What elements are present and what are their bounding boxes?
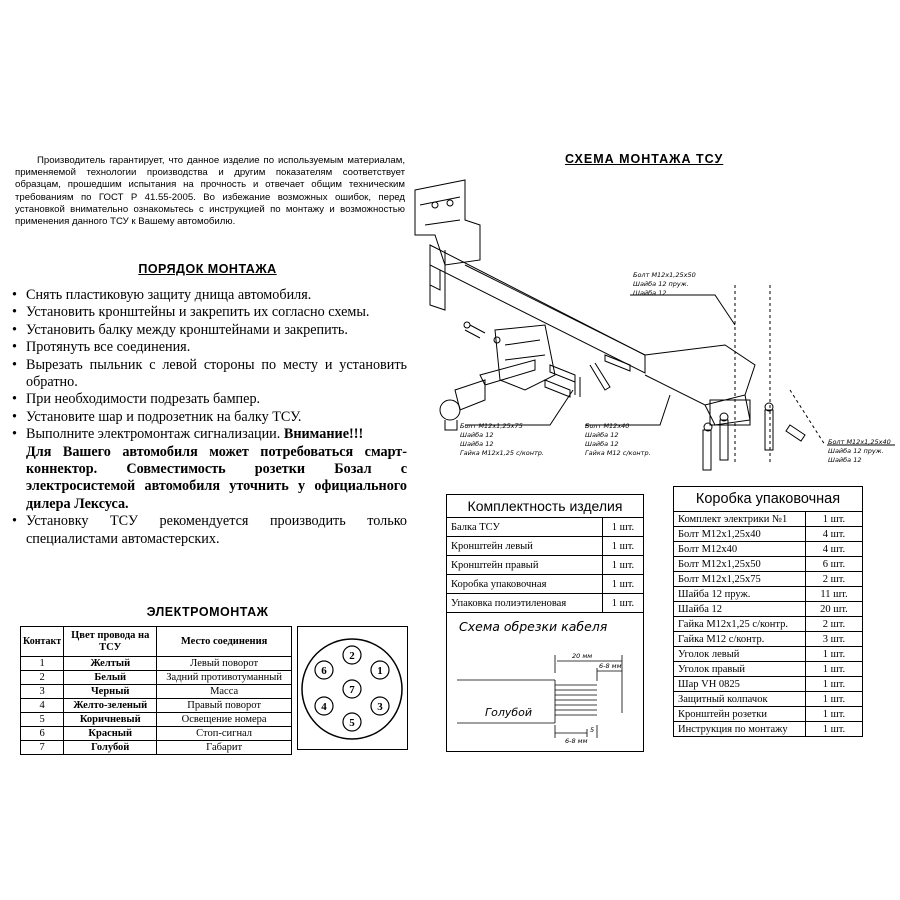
header-place: Место соединения xyxy=(157,627,292,657)
kit-title: Комплектность изделия xyxy=(446,494,644,517)
kit-item: Кронштейн правый xyxy=(447,556,603,575)
table-row xyxy=(447,594,644,613)
box-item: Болт М12х1,25х75 xyxy=(674,572,806,587)
scheme-label: Болт М12х40 xyxy=(585,422,630,430)
contact-number: 6 xyxy=(21,727,64,741)
cable-wire-label: Голубой xyxy=(485,706,533,719)
scheme-label: Гайка М12 с/контр. xyxy=(585,449,651,457)
connection-place: Освещение номера xyxy=(157,713,292,727)
wire-color: Желтый xyxy=(64,657,157,671)
warning-text xyxy=(10,444,407,514)
table-row xyxy=(674,512,863,527)
scheme-label: Шайба 12 xyxy=(585,440,619,448)
table-row xyxy=(447,518,644,537)
kit-table-block xyxy=(446,494,644,613)
box-item: Защитный колпачок xyxy=(674,692,806,707)
box-qty: 11 шт. xyxy=(806,587,863,602)
contact-number: 1 xyxy=(21,657,64,671)
contact-number: 2 xyxy=(21,671,64,685)
procedure-steps xyxy=(10,287,407,548)
wiring-table xyxy=(20,626,292,755)
table-row xyxy=(674,692,863,707)
cable-dim-total: 20 мм xyxy=(572,652,593,660)
step-item: • Установить балку между кронштейнами и закрепить. xyxy=(10,322,407,339)
step-item: • Снять пластиковую защиту днища автомобиля. xyxy=(10,287,407,304)
warning-lead: Внимание!!! xyxy=(283,426,364,443)
scheme-label: Гайка М12х1,25 с/контр. xyxy=(460,449,544,457)
step-item xyxy=(10,426,407,443)
kit-qty: 1 шт. xyxy=(603,575,644,594)
table-row xyxy=(21,727,292,741)
connection-place: Масса xyxy=(157,685,292,699)
scheme-label: Шайба 12 xyxy=(633,289,667,297)
box-item: Инструкция по монтажу xyxy=(674,722,806,737)
table-row xyxy=(674,602,863,617)
cable-dim-small: 5 xyxy=(590,726,595,734)
contact-number: 5 xyxy=(21,713,64,727)
kit-item: Кронштейн левый xyxy=(447,537,603,556)
intro-paragraph: Производитель гарантирует, что данное изделие по используемым материалам, применяемой технологии производства и другим показателям соответствует образцам, прошедшим испытания на прочность и отвечает общим техническим требованиям по ГОСТ Р 41.55-2005. Во избежание возможных ошибок, перед установкой внимательно ознакомьтесь с инструкцией по монтажу и возможностью применения данного ТСУ к Вашему автомобилю. xyxy=(15,155,405,228)
connection-place: Задний противотуманный xyxy=(157,671,292,685)
scheme-label: Шайба 12 xyxy=(828,456,862,464)
installation-scheme xyxy=(405,165,900,490)
table-row xyxy=(674,647,863,662)
header-color: Цвет провода на ТСУ xyxy=(64,627,157,657)
socket-pin-label: 3 xyxy=(377,701,383,713)
table-row xyxy=(447,537,644,556)
box-qty: 1 шт. xyxy=(806,722,863,737)
kit-table xyxy=(446,517,644,613)
table-row xyxy=(447,575,644,594)
step-item: • Установку ТСУ рекомендуется производить только специалистами автомастерских. xyxy=(10,513,407,548)
box-item: Кронштейн розетки xyxy=(674,707,806,722)
electrical-title: ЭЛЕКТРОМОНТАЖ xyxy=(146,605,269,619)
box-item: Гайка М12 с/контр. xyxy=(674,632,806,647)
table-row xyxy=(674,542,863,557)
step-item: • При необходимости подрезать бампер. xyxy=(10,391,407,408)
cable-diagram xyxy=(447,613,643,750)
box-item: Комплект электрики №1 xyxy=(674,512,806,527)
cable-dim-strip: 6-8 мм xyxy=(599,662,622,670)
box-qty: 1 шт. xyxy=(806,662,863,677)
kit-qty: 1 шт. xyxy=(603,556,644,575)
box-qty: 2 шт. xyxy=(806,572,863,587)
socket-pin-label: 2 xyxy=(349,650,355,662)
wire-color: Черный xyxy=(64,685,157,699)
kit-item: Упаковка полиэтиленовая xyxy=(447,594,603,613)
scheme-label: Шайба 12 xyxy=(460,440,494,448)
box-item: Уголок правый xyxy=(674,662,806,677)
table-row xyxy=(674,632,863,647)
box-item: Гайка М12х1,25 с/контр. xyxy=(674,617,806,632)
connection-place: Габарит xyxy=(157,741,292,755)
box-item: Шайба 12 xyxy=(674,602,806,617)
table-row xyxy=(21,699,292,713)
table-row xyxy=(21,671,292,685)
socket-pin-label: 5 xyxy=(349,717,355,729)
connection-place: Стоп-сигнал xyxy=(157,727,292,741)
table-row xyxy=(447,556,644,575)
socket-pin-label: 1 xyxy=(377,665,383,677)
scheme-label: Шайба 12 пруж. xyxy=(828,447,884,455)
wire-color: Желто-зеленый xyxy=(64,699,157,713)
table-row xyxy=(674,662,863,677)
table-row xyxy=(21,741,292,755)
contact-number: 7 xyxy=(21,741,64,755)
cable-title: Схема обрезки кабеля xyxy=(459,619,608,634)
box-qty: 1 шт. xyxy=(806,677,863,692)
step-text: Выполните электромонтаж сигнализации. xyxy=(26,426,281,443)
box-qty: 1 шт. xyxy=(806,647,863,662)
table-row xyxy=(674,707,863,722)
table-row xyxy=(674,572,863,587)
wire-color: Красный xyxy=(64,727,157,741)
box-item: Болт М12х1,25х50 xyxy=(674,557,806,572)
step-item: • Установите шар и подрозетник на балку ТСУ. xyxy=(10,409,407,426)
scheme-label: Болт М12х1,25х75 xyxy=(460,422,523,430)
box-qty: 6 шт. xyxy=(806,557,863,572)
kit-item: Балка ТСУ xyxy=(447,518,603,537)
header-contact: Контакт xyxy=(21,627,64,657)
step-item: • Установить кронштейны и закрепить их согласно схемы. xyxy=(10,304,407,321)
table-row xyxy=(674,677,863,692)
box-item: Болт М12х1,25х40 xyxy=(674,527,806,542)
socket-panel xyxy=(297,626,408,750)
box-table xyxy=(673,511,863,737)
kit-qty: 1 шт. xyxy=(603,594,644,613)
box-qty: 2 шт. xyxy=(806,617,863,632)
contact-number: 4 xyxy=(21,699,64,713)
table-row xyxy=(674,587,863,602)
scheme-label: Болт М12х1,25х40 xyxy=(828,438,891,446)
box-title: Коробка упаковочная xyxy=(673,486,863,511)
scheme-label: Шайба 12 пруж. xyxy=(633,280,689,288)
socket-pin-label: 4 xyxy=(321,701,327,713)
step-item: • Вырезать пыльник с левой стороны по месту и установить обратно. xyxy=(10,357,407,392)
scheme-label: Шайба 12 xyxy=(585,431,619,439)
box-qty: 20 шт. xyxy=(806,602,863,617)
procedure-title: ПОРЯДОК МОНТАЖА xyxy=(138,262,277,276)
scheme-label: Шайба 12 xyxy=(460,431,494,439)
box-qty: 1 шт. xyxy=(806,707,863,722)
table-row xyxy=(674,557,863,572)
socket-pin-label: 7 xyxy=(349,684,355,696)
box-qty: 1 шт. xyxy=(806,512,863,527)
scheme-label: Болт М12х1,25х50 xyxy=(633,271,696,279)
box-qty: 1 шт. xyxy=(806,692,863,707)
box-qty: 4 шт. xyxy=(806,527,863,542)
connection-place: Левый поворот xyxy=(157,657,292,671)
table-row xyxy=(674,722,863,737)
table-row xyxy=(21,657,292,671)
wire-color: Коричневый xyxy=(64,713,157,727)
wire-color: Белый xyxy=(64,671,157,685)
table-row xyxy=(674,617,863,632)
box-item: Шайба 12 пруж. xyxy=(674,587,806,602)
table-row xyxy=(21,713,292,727)
cable-dim-bottom: 6-8 мм xyxy=(565,737,588,745)
table-row xyxy=(21,685,292,699)
box-table-block xyxy=(673,486,863,737)
box-item: Шар VH 0825 xyxy=(674,677,806,692)
kit-qty: 1 шт. xyxy=(603,537,644,556)
kit-item: Коробка упаковочная xyxy=(447,575,603,594)
warning-body: Для Вашего автомобиля может потребоваться смарт-коннектор. Совместимость розетки Бозал с электросистемой автомобиля уточнить у официального дилера Лексуса. xyxy=(26,443,407,512)
box-qty: 3 шт. xyxy=(806,632,863,647)
wire-color: Голубой xyxy=(64,741,157,755)
kit-qty: 1 шт. xyxy=(603,518,644,537)
box-item: Уголок левый xyxy=(674,647,806,662)
connection-place: Правый поворот xyxy=(157,699,292,713)
table-row xyxy=(674,527,863,542)
scheme-title: СХЕМА МОНТАЖА ТСУ xyxy=(565,152,724,166)
cable-panel xyxy=(446,612,644,752)
contact-number: 3 xyxy=(21,685,64,699)
socket-pin-label: 6 xyxy=(321,665,327,677)
box-item: Болт М12х40 xyxy=(674,542,806,557)
step-item: • Протянуть все соединения. xyxy=(10,339,407,356)
box-qty: 4 шт. xyxy=(806,542,863,557)
socket-diagram xyxy=(298,627,406,748)
